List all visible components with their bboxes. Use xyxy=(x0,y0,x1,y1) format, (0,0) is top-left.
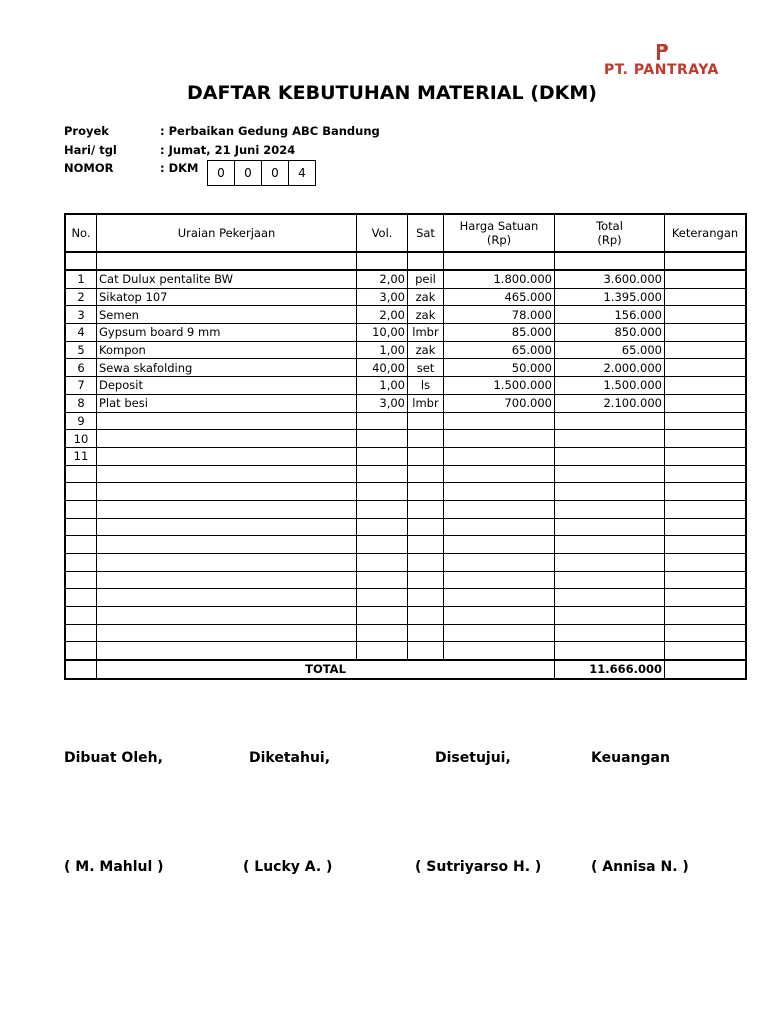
row-harga-satuan: 700.000 xyxy=(444,394,555,412)
row-total xyxy=(555,500,665,518)
proyek-label: Proyek xyxy=(64,124,109,138)
row-sat xyxy=(408,589,444,607)
table-row xyxy=(65,430,746,448)
row-sat: zak xyxy=(408,341,444,359)
row-no: 10 xyxy=(65,430,97,448)
row-harga-satuan xyxy=(444,465,555,483)
row-keterangan xyxy=(665,589,747,607)
row-uraian xyxy=(97,518,357,536)
material-table xyxy=(64,213,747,680)
row-uraian xyxy=(97,536,357,554)
total-empty-cell xyxy=(65,660,97,679)
table-row xyxy=(65,642,746,660)
row-vol xyxy=(357,624,408,642)
row-vol: 2,00 xyxy=(357,270,408,288)
table-row xyxy=(65,341,746,359)
row-no: 11 xyxy=(65,447,97,465)
row-keterangan xyxy=(665,447,747,465)
row-sat xyxy=(408,642,444,660)
signature-name-diketahui: ( Lucky A. ) xyxy=(243,859,333,875)
row-total xyxy=(555,589,665,607)
row-keterangan xyxy=(665,270,747,288)
row-sat xyxy=(408,554,444,572)
table-row xyxy=(65,554,746,572)
row-uraian: Gypsum board 9 mm xyxy=(97,324,357,342)
row-total: 156.000 xyxy=(555,306,665,324)
row-harga-satuan xyxy=(444,518,555,536)
row-harga-satuan xyxy=(444,430,555,448)
row-keterangan xyxy=(665,624,747,642)
spacer-cell xyxy=(357,252,408,270)
header-sat: Sat xyxy=(408,214,444,252)
row-vol: 10,00 xyxy=(357,324,408,342)
row-no xyxy=(65,642,97,660)
row-no: 8 xyxy=(65,394,97,412)
table-row xyxy=(65,324,746,342)
row-sat: lmbr xyxy=(408,394,444,412)
row-harga-satuan xyxy=(444,554,555,572)
row-keterangan xyxy=(665,359,747,377)
row-vol: 3,00 xyxy=(357,394,408,412)
row-vol xyxy=(357,536,408,554)
row-vol: 3,00 xyxy=(357,288,408,306)
row-keterangan xyxy=(665,465,747,483)
row-total xyxy=(555,624,665,642)
signature-role-disetujui: Disetujui, xyxy=(435,750,511,766)
nomor-digit: 0 xyxy=(235,161,262,185)
row-keterangan xyxy=(665,377,747,395)
spacer-cell xyxy=(65,252,97,270)
total-label: TOTAL xyxy=(97,660,555,679)
header-total: Total (Rp) xyxy=(555,214,665,252)
row-sat xyxy=(408,483,444,501)
table-row xyxy=(65,624,746,642)
table-row xyxy=(65,589,746,607)
row-uraian: Kompon xyxy=(97,341,357,359)
row-uraian: Cat Dulux pentalite BW xyxy=(97,270,357,288)
row-harga-satuan xyxy=(444,483,555,501)
nomor-digit: 4 xyxy=(298,166,306,180)
row-sat xyxy=(408,518,444,536)
row-keterangan xyxy=(665,288,747,306)
row-no xyxy=(65,571,97,589)
hari-label: Hari/ tgl xyxy=(64,143,117,157)
row-no xyxy=(65,500,97,518)
row-total: 850.000 xyxy=(555,324,665,342)
row-total xyxy=(555,430,665,448)
row-uraian: Sikatop 107 xyxy=(97,288,357,306)
row-harga-satuan: 1.800.000 xyxy=(444,270,555,288)
row-harga-satuan: 85.000 xyxy=(444,324,555,342)
row-harga-satuan xyxy=(444,500,555,518)
row-vol: 1,00 xyxy=(357,377,408,395)
row-no xyxy=(65,589,97,607)
row-keterangan xyxy=(665,642,747,660)
table-row xyxy=(65,571,746,589)
nomor-digit: 0 xyxy=(208,161,235,185)
table-row xyxy=(65,377,746,395)
row-harga-satuan: 465.000 xyxy=(444,288,555,306)
table-row xyxy=(65,536,746,554)
spacer-cell xyxy=(408,252,444,270)
spacer-cell xyxy=(555,252,665,270)
row-vol xyxy=(357,607,408,625)
signature-name-keuangan: ( Annisa N. ) xyxy=(591,859,689,875)
row-sat xyxy=(408,607,444,625)
row-no xyxy=(65,554,97,572)
row-harga-satuan xyxy=(444,642,555,660)
row-sat xyxy=(408,430,444,448)
row-uraian xyxy=(97,589,357,607)
row-sat xyxy=(408,500,444,518)
header-no: No. xyxy=(65,214,97,252)
spacer-cell xyxy=(97,252,357,270)
signature-role-diketahui: Diketahui, xyxy=(249,750,331,766)
proyek-value: : Perbaikan Gedung ABC Bandung xyxy=(160,124,380,138)
row-sat xyxy=(408,447,444,465)
table-row xyxy=(65,465,746,483)
row-no: 4 xyxy=(65,324,97,342)
row-total: 2.100.000 xyxy=(555,394,665,412)
row-vol: 1,00 xyxy=(357,341,408,359)
row-total xyxy=(555,412,665,430)
row-keterangan xyxy=(665,607,747,625)
row-sat xyxy=(408,536,444,554)
row-harga-satuan xyxy=(444,624,555,642)
table-header-row xyxy=(65,214,746,252)
row-vol xyxy=(357,430,408,448)
row-sat: zak xyxy=(408,288,444,306)
row-total xyxy=(555,642,665,660)
row-harga-satuan: 78.000 xyxy=(444,306,555,324)
signature-name-dibuat: ( M. Mahlul ) xyxy=(64,859,164,875)
row-sat: zak xyxy=(408,306,444,324)
row-keterangan xyxy=(665,430,747,448)
row-total xyxy=(555,571,665,589)
row-vol: 2,00 xyxy=(357,306,408,324)
row-vol: 40,00 xyxy=(357,359,408,377)
row-sat xyxy=(408,465,444,483)
total-value: 11.666.000 xyxy=(555,660,665,679)
row-no: 5 xyxy=(65,341,97,359)
row-sat: peil xyxy=(408,270,444,288)
row-no xyxy=(65,536,97,554)
row-no xyxy=(65,624,97,642)
row-total: 65.000 xyxy=(555,341,665,359)
row-sat: lmbr xyxy=(408,324,444,342)
spacer-cell xyxy=(665,252,747,270)
row-uraian xyxy=(97,465,357,483)
row-harga-satuan xyxy=(444,447,555,465)
header-vol: Vol. xyxy=(357,214,408,252)
row-sat xyxy=(408,571,444,589)
row-keterangan xyxy=(665,412,747,430)
row-vol xyxy=(357,571,408,589)
row-total: 2.000.000 xyxy=(555,359,665,377)
header-keterangan: Keterangan xyxy=(665,214,747,252)
row-uraian xyxy=(97,607,357,625)
row-keterangan xyxy=(665,324,747,342)
row-no xyxy=(65,465,97,483)
row-harga-satuan xyxy=(444,571,555,589)
signature-role-keuangan: Keuangan xyxy=(591,750,670,766)
row-no xyxy=(65,607,97,625)
row-uraian xyxy=(97,430,357,448)
row-keterangan xyxy=(665,394,747,412)
row-vol xyxy=(357,465,408,483)
row-no: 7 xyxy=(65,377,97,395)
table-row xyxy=(65,483,746,501)
row-harga-satuan: 1.500.000 xyxy=(444,377,555,395)
row-uraian xyxy=(97,500,357,518)
row-no: 3 xyxy=(65,306,97,324)
table-row xyxy=(65,412,746,430)
row-sat xyxy=(408,624,444,642)
table-row xyxy=(65,306,746,324)
table-body xyxy=(65,252,746,660)
table-row xyxy=(65,270,746,288)
row-vol xyxy=(357,518,408,536)
table-row xyxy=(65,447,746,465)
company-name: PT. PANTRAYA xyxy=(604,62,719,78)
row-total: 3.600.000 xyxy=(555,270,665,288)
row-vol xyxy=(357,483,408,501)
row-sat: ls xyxy=(408,377,444,395)
nomor-value: : DKM xyxy=(160,161,199,175)
row-vol xyxy=(357,412,408,430)
nomor-digit: 0 xyxy=(262,161,289,185)
row-uraian: Sewa skafolding xyxy=(97,359,357,377)
row-uraian: Deposit xyxy=(97,377,357,395)
spacer-cell xyxy=(444,252,555,270)
row-no xyxy=(65,518,97,536)
row-total xyxy=(555,465,665,483)
pantraya-logo-icon xyxy=(656,44,668,60)
row-harga-satuan xyxy=(444,607,555,625)
row-total xyxy=(555,607,665,625)
nomor-label: NOMOR xyxy=(64,161,114,175)
row-uraian xyxy=(97,447,357,465)
row-total: 1.500.000 xyxy=(555,377,665,395)
table-row xyxy=(65,288,746,306)
row-keterangan xyxy=(665,571,747,589)
row-uraian: Plat besi xyxy=(97,394,357,412)
row-keterangan xyxy=(665,500,747,518)
row-keterangan xyxy=(665,306,747,324)
row-uraian xyxy=(97,412,357,430)
row-no: 2 xyxy=(65,288,97,306)
total-keterangan-cell xyxy=(665,660,747,679)
row-harga-satuan xyxy=(444,412,555,430)
table-row xyxy=(65,359,746,377)
row-vol xyxy=(357,447,408,465)
row-vol xyxy=(357,642,408,660)
signature-name-disetujui: ( Sutriyarso H. ) xyxy=(415,859,542,875)
header-uraian: Uraian Pekerjaan xyxy=(97,214,357,252)
table-row xyxy=(65,607,746,625)
row-vol xyxy=(357,500,408,518)
row-keterangan xyxy=(665,518,747,536)
row-total xyxy=(555,483,665,501)
table-row xyxy=(65,394,746,412)
row-uraian xyxy=(97,642,357,660)
row-uraian: Semen xyxy=(97,306,357,324)
nomor-digit-boxes xyxy=(207,160,316,186)
table-total-row xyxy=(65,660,746,679)
header-harga-satuan: Harga Satuan (Rp) xyxy=(444,214,555,252)
table-row xyxy=(65,500,746,518)
row-harga-satuan: 65.000 xyxy=(444,341,555,359)
company-logo xyxy=(600,44,725,84)
row-uraian xyxy=(97,554,357,572)
hari-value: : Jumat, 21 Juni 2024 xyxy=(160,143,296,157)
row-harga-satuan xyxy=(444,589,555,607)
signature-role-dibuat: Dibuat Oleh, xyxy=(64,750,163,766)
row-no: 9 xyxy=(65,412,97,430)
row-keterangan xyxy=(665,554,747,572)
row-uraian xyxy=(97,483,357,501)
row-uraian xyxy=(97,624,357,642)
row-vol xyxy=(357,589,408,607)
row-harga-satuan: 50.000 xyxy=(444,359,555,377)
row-no: 1 xyxy=(65,270,97,288)
row-no xyxy=(65,483,97,501)
row-keterangan xyxy=(665,536,747,554)
row-no: 6 xyxy=(65,359,97,377)
row-harga-satuan xyxy=(444,536,555,554)
row-sat xyxy=(408,412,444,430)
row-total: 1.395.000 xyxy=(555,288,665,306)
row-sat: set xyxy=(408,359,444,377)
row-keterangan xyxy=(665,483,747,501)
row-uraian xyxy=(97,571,357,589)
row-total xyxy=(555,518,665,536)
table-row xyxy=(65,518,746,536)
page-title: DAFTAR KEBUTUHAN MATERIAL (DKM) xyxy=(187,82,597,104)
table-spacer-row xyxy=(65,252,746,270)
row-vol xyxy=(357,554,408,572)
row-keterangan xyxy=(665,341,747,359)
row-total xyxy=(555,536,665,554)
row-total xyxy=(555,554,665,572)
row-total xyxy=(555,447,665,465)
